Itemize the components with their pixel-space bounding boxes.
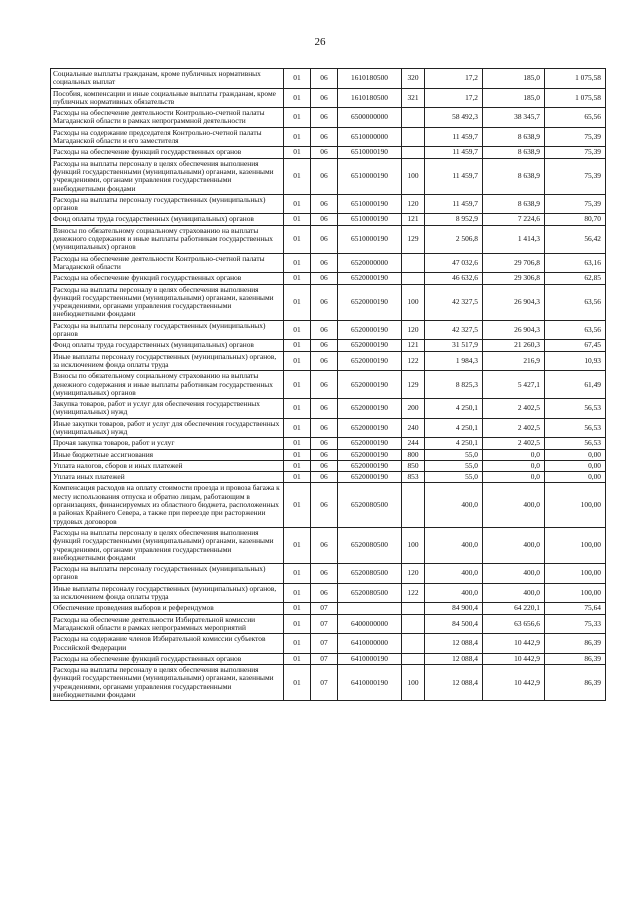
expense-type-code: 100 [402, 527, 425, 563]
executed-amount: 8 638,9 [483, 147, 545, 158]
table-row [51, 460, 606, 471]
target-article-code: 6520000190 [338, 284, 402, 320]
item-name: Прочая закупка товаров, работ и услуг [51, 438, 284, 449]
planned-amount: 400,0 [425, 583, 483, 603]
target-article-code: 6520000190 [338, 371, 402, 399]
table-row [51, 583, 606, 603]
section-code: 01 [284, 214, 311, 225]
planned-amount: 2 506,8 [425, 225, 483, 253]
planned-amount: 4 250,1 [425, 438, 483, 449]
subsection-code: 06 [311, 460, 338, 471]
target-article-code: 6520000190 [338, 399, 402, 419]
executed-amount: 10 442,9 [483, 665, 545, 701]
execution-percent: 75,39 [545, 147, 606, 158]
table-row [51, 653, 606, 664]
table-row [51, 147, 606, 158]
executed-amount: 0,0 [483, 472, 545, 483]
subsection-code: 06 [311, 225, 338, 253]
target-article-code: 6520000190 [338, 273, 402, 284]
executed-amount: 26 904,3 [483, 284, 545, 320]
table-row [51, 69, 606, 89]
execution-percent: 67,45 [545, 340, 606, 351]
executed-amount: 400,0 [483, 564, 545, 584]
item-name: Расходы на выплаты персоналу государственных (муниципальных) органов [51, 564, 284, 584]
item-name: Расходы на обеспечение деятельности Контрольно-счетной палаты Магаданской области в рамках непрограммной деятельности [51, 108, 284, 128]
planned-amount: 11 459,7 [425, 127, 483, 147]
target-article-code: 1610180500 [338, 88, 402, 108]
executed-amount: 216,9 [483, 351, 545, 371]
execution-percent: 10,93 [545, 351, 606, 371]
target-article-code: 6520080500 [338, 527, 402, 563]
executed-amount: 2 402,5 [483, 399, 545, 419]
item-name: Взносы по обязательному социальному страхованию на выплаты денежного содержания и иные выплаты работникам государственных (муниципальных) органов [51, 225, 284, 253]
section-code: 01 [284, 653, 311, 664]
execution-percent: 1 075,58 [545, 88, 606, 108]
subsection-code: 06 [311, 399, 338, 419]
execution-percent: 0,00 [545, 449, 606, 460]
subsection-code: 06 [311, 273, 338, 284]
subsection-code: 06 [311, 418, 338, 438]
item-name: Уплата налогов, сборов и иных платежей [51, 460, 284, 471]
target-article-code: 6510000190 [338, 225, 402, 253]
executed-amount: 5 427,1 [483, 371, 545, 399]
planned-amount: 55,0 [425, 472, 483, 483]
table-row [51, 284, 606, 320]
expense-type-code: 850 [402, 460, 425, 471]
item-name: Уплата иных платежей [51, 472, 284, 483]
executed-amount: 400,0 [483, 483, 545, 527]
executed-amount: 1 414,3 [483, 225, 545, 253]
expense-type-code [402, 127, 425, 147]
expense-type-code [402, 653, 425, 664]
subsection-code: 06 [311, 108, 338, 128]
table-row [51, 438, 606, 449]
planned-amount: 11 459,7 [425, 147, 483, 158]
target-article-code: 6510000190 [338, 194, 402, 214]
subsection-code: 06 [311, 472, 338, 483]
section-code: 01 [284, 127, 311, 147]
execution-percent: 56,42 [545, 225, 606, 253]
item-name: Расходы на выплаты персоналу в целях обеспечения выполнения функций государственными (муниципальными) органами, казенными учреждениями, органами управления государственными внебюджетными фондами [51, 284, 284, 320]
execution-percent: 86,39 [545, 665, 606, 701]
section-code: 01 [284, 253, 311, 273]
execution-percent: 62,85 [545, 273, 606, 284]
target-article-code: 6520000190 [338, 438, 402, 449]
planned-amount: 12 088,4 [425, 634, 483, 654]
table-row [51, 483, 606, 527]
budget-table [50, 68, 606, 701]
execution-percent: 100,00 [545, 527, 606, 563]
subsection-code: 06 [311, 88, 338, 108]
executed-amount: 400,0 [483, 583, 545, 603]
item-name: Иные выплаты персоналу государственных (муниципальных) органов, за исключением фонда оплаты труда [51, 351, 284, 371]
executed-amount: 400,0 [483, 527, 545, 563]
expense-type-code: 200 [402, 399, 425, 419]
target-article-code: 6410000000 [338, 634, 402, 654]
subsection-code: 06 [311, 351, 338, 371]
section-code: 01 [284, 194, 311, 214]
target-article-code: 6520000190 [338, 418, 402, 438]
item-name: Расходы на обеспечение деятельности Контрольно-счетной палаты Магаданской области [51, 253, 284, 273]
expense-type-code: 244 [402, 438, 425, 449]
subsection-code: 07 [311, 614, 338, 634]
executed-amount: 64 220,1 [483, 603, 545, 614]
target-article-code: 6520000190 [338, 472, 402, 483]
table-row [51, 614, 606, 634]
subsection-code: 06 [311, 253, 338, 273]
item-name: Расходы на содержание председателя Контрольно-счетной палаты Магаданской области и его заместителя [51, 127, 284, 147]
item-name: Фонд оплаты труда государственных (муниципальных) органов [51, 340, 284, 351]
execution-percent: 75,33 [545, 614, 606, 634]
target-article-code: 1610180500 [338, 69, 402, 89]
planned-amount: 4 250,1 [425, 418, 483, 438]
executed-amount: 0,0 [483, 449, 545, 460]
section-code: 01 [284, 273, 311, 284]
subsection-code: 06 [311, 527, 338, 563]
planned-amount: 1 984,3 [425, 351, 483, 371]
section-code: 01 [284, 69, 311, 89]
execution-percent: 100,00 [545, 583, 606, 603]
target-article-code: 6520080500 [338, 483, 402, 527]
execution-percent: 63,16 [545, 253, 606, 273]
budget-table-body [51, 69, 606, 701]
table-row [51, 399, 606, 419]
item-name: Расходы на обеспечение функций государственных органов [51, 147, 284, 158]
target-article-code: 6510000190 [338, 147, 402, 158]
item-name: Расходы на выплаты персоналу в целях обеспечения выполнения функций государственными (муниципальными) органами, казенными учреждениями, органами управления государственными внебюджетными фондами [51, 158, 284, 194]
planned-amount: 17,2 [425, 69, 483, 89]
planned-amount: 400,0 [425, 564, 483, 584]
target-article-code: 6510000190 [338, 158, 402, 194]
expense-type-code: 100 [402, 158, 425, 194]
planned-amount: 8 825,3 [425, 371, 483, 399]
section-code: 01 [284, 399, 311, 419]
planned-amount: 400,0 [425, 483, 483, 527]
expense-type-code: 129 [402, 225, 425, 253]
expense-type-code: 121 [402, 340, 425, 351]
execution-percent: 75,64 [545, 603, 606, 614]
table-row [51, 127, 606, 147]
item-name: Социальные выплаты гражданам, кроме публичных нормативных социальных выплат [51, 69, 284, 89]
planned-amount: 17,2 [425, 88, 483, 108]
planned-amount: 12 088,4 [425, 653, 483, 664]
section-code: 01 [284, 320, 311, 340]
subsection-code: 06 [311, 158, 338, 194]
target-article-code: 6510000190 [338, 214, 402, 225]
expense-type-code: 853 [402, 472, 425, 483]
expense-type-code: 122 [402, 583, 425, 603]
executed-amount: 21 260,3 [483, 340, 545, 351]
executed-amount: 26 904,3 [483, 320, 545, 340]
page-number: 26 [314, 36, 326, 48]
section-code: 01 [284, 108, 311, 128]
subsection-code: 06 [311, 449, 338, 460]
subsection-code: 07 [311, 665, 338, 701]
table-row [51, 108, 606, 128]
subsection-code: 06 [311, 438, 338, 449]
executed-amount: 185,0 [483, 69, 545, 89]
expense-type-code [402, 273, 425, 284]
table-row [51, 273, 606, 284]
planned-amount: 8 952,9 [425, 214, 483, 225]
target-article-code: 6400000000 [338, 614, 402, 634]
section-code: 01 [284, 665, 311, 701]
execution-percent: 75,39 [545, 194, 606, 214]
section-code: 01 [284, 583, 311, 603]
section-code: 01 [284, 564, 311, 584]
execution-percent: 100,00 [545, 483, 606, 527]
target-article-code: 6520080500 [338, 564, 402, 584]
section-code: 01 [284, 418, 311, 438]
target-article-code: 6520000190 [338, 351, 402, 371]
item-name: Пособия, компенсации и иные социальные выплаты гражданам, кроме публичных нормативных обязательств [51, 88, 284, 108]
section-code: 01 [284, 449, 311, 460]
target-article-code: 6520000190 [338, 320, 402, 340]
expense-type-code: 122 [402, 351, 425, 371]
table-row [51, 214, 606, 225]
item-name: Компенсация расходов на оплату стоимости проезда и провоза багажа к месту использования отпуска и обратно лицам, работающим в организациях, финансируемых из областного бюджета, расположенных в районах Крайнего Севера, а также при переезде при расторжении трудовых договоров [51, 483, 284, 527]
subsection-code: 06 [311, 69, 338, 89]
item-name: Фонд оплаты труда государственных (муниципальных) органов [51, 214, 284, 225]
execution-percent: 100,00 [545, 564, 606, 584]
subsection-code: 06 [311, 320, 338, 340]
item-name: Расходы на содержание членов Избирательной комиссии субъектов Российской Федерации [51, 634, 284, 654]
execution-percent: 86,39 [545, 653, 606, 664]
execution-percent: 75,39 [545, 127, 606, 147]
table-row [51, 527, 606, 563]
section-code: 01 [284, 483, 311, 527]
expense-type-code [402, 253, 425, 273]
executed-amount: 185,0 [483, 88, 545, 108]
executed-amount: 8 638,9 [483, 158, 545, 194]
expense-type-code: 120 [402, 564, 425, 584]
table-row [51, 564, 606, 584]
table-row [51, 253, 606, 273]
table-row [51, 603, 606, 614]
table-row [51, 665, 606, 701]
planned-amount: 47 032,6 [425, 253, 483, 273]
section-code: 01 [284, 284, 311, 320]
executed-amount: 8 638,9 [483, 127, 545, 147]
section-code: 01 [284, 527, 311, 563]
subsection-code: 07 [311, 653, 338, 664]
planned-amount: 84 500,4 [425, 614, 483, 634]
execution-percent: 56,53 [545, 399, 606, 419]
table-row [51, 88, 606, 108]
item-name: Иные выплаты персоналу государственных (муниципальных) органов, за исключением фонда оплаты труда [51, 583, 284, 603]
executed-amount: 29 306,8 [483, 273, 545, 284]
table-row [51, 194, 606, 214]
execution-percent: 65,56 [545, 108, 606, 128]
target-article-code: 6520080500 [338, 583, 402, 603]
planned-amount: 31 517,9 [425, 340, 483, 351]
target-article-code: 6520000000 [338, 253, 402, 273]
table-row [51, 472, 606, 483]
section-code: 01 [284, 634, 311, 654]
section-code: 01 [284, 460, 311, 471]
target-article-code: 6520000190 [338, 340, 402, 351]
table-row [51, 351, 606, 371]
execution-percent: 80,70 [545, 214, 606, 225]
table-row [51, 225, 606, 253]
execution-percent: 86,39 [545, 634, 606, 654]
planned-amount: 55,0 [425, 460, 483, 471]
expense-type-code [402, 634, 425, 654]
execution-percent: 0,00 [545, 460, 606, 471]
planned-amount: 4 250,1 [425, 399, 483, 419]
subsection-code: 06 [311, 214, 338, 225]
expense-type-code: 100 [402, 284, 425, 320]
planned-amount: 11 459,7 [425, 158, 483, 194]
item-name: Расходы на выплаты персоналу в целях обеспечения выполнения функций государственными (муниципальными) органами, казенными учреждениями, органами управления государственными внебюджетными фондами [51, 527, 284, 563]
executed-amount: 63 656,6 [483, 614, 545, 634]
table-row [51, 158, 606, 194]
item-name: Расходы на обеспечение функций государственных органов [51, 653, 284, 664]
executed-amount: 2 402,5 [483, 418, 545, 438]
expense-type-code: 240 [402, 418, 425, 438]
planned-amount: 42 327,5 [425, 320, 483, 340]
execution-percent: 63,56 [545, 320, 606, 340]
section-code: 01 [284, 158, 311, 194]
item-name: Иные закупки товаров, работ и услуг для обеспечения государственных (муниципальных) нужд [51, 418, 284, 438]
target-article-code: 6520000190 [338, 449, 402, 460]
target-article-code: 6510000000 [338, 127, 402, 147]
expense-type-code [402, 147, 425, 158]
section-code: 01 [284, 340, 311, 351]
expense-type-code [402, 614, 425, 634]
execution-percent: 0,00 [545, 472, 606, 483]
item-name: Закупка товаров, работ и услуг для обеспечения государственных (муниципальных) нужд [51, 399, 284, 419]
executed-amount: 7 224,6 [483, 214, 545, 225]
item-name: Расходы на выплаты персоналу в целях обеспечения выполнения функций государственными (муниципальными) органами, казенными учреждениями, органами управления государственными внебюджетными фондами [51, 665, 284, 701]
expense-type-code: 800 [402, 449, 425, 460]
target-article-code: 6410000190 [338, 665, 402, 701]
item-name: Расходы на выплаты персоналу государственных (муниципальных) органов [51, 320, 284, 340]
section-code: 01 [284, 472, 311, 483]
table-row [51, 634, 606, 654]
expense-type-code: 321 [402, 88, 425, 108]
expense-type-code: 121 [402, 214, 425, 225]
expense-type-code [402, 603, 425, 614]
planned-amount: 400,0 [425, 527, 483, 563]
section-code: 01 [284, 225, 311, 253]
subsection-code: 06 [311, 147, 338, 158]
target-article-code: 6500000000 [338, 108, 402, 128]
expense-type-code: 320 [402, 69, 425, 89]
execution-percent: 75,39 [545, 158, 606, 194]
executed-amount: 8 638,9 [483, 194, 545, 214]
expense-type-code: 120 [402, 320, 425, 340]
executed-amount: 0,0 [483, 460, 545, 471]
item-name: Расходы на обеспечение деятельности Избирательной комиссии Магаданской области в рамках непрограммных мероприятий [51, 614, 284, 634]
section-code: 01 [284, 438, 311, 449]
section-code: 01 [284, 614, 311, 634]
execution-percent: 56,53 [545, 438, 606, 449]
table-row [51, 320, 606, 340]
expense-type-code [402, 108, 425, 128]
planned-amount: 42 327,5 [425, 284, 483, 320]
execution-percent: 61,49 [545, 371, 606, 399]
subsection-code: 06 [311, 583, 338, 603]
subsection-code: 06 [311, 340, 338, 351]
expense-type-code: 120 [402, 194, 425, 214]
subsection-code: 06 [311, 483, 338, 527]
subsection-code: 06 [311, 371, 338, 399]
planned-amount: 84 900,4 [425, 603, 483, 614]
subsection-code: 06 [311, 194, 338, 214]
item-name: Расходы на выплаты персоналу государственных (муниципальных) органов [51, 194, 284, 214]
table-row [51, 371, 606, 399]
section-code: 01 [284, 88, 311, 108]
section-code: 01 [284, 371, 311, 399]
execution-percent: 63,56 [545, 284, 606, 320]
executed-amount: 10 442,9 [483, 634, 545, 654]
table-row [51, 418, 606, 438]
target-article-code [338, 603, 402, 614]
subsection-code: 06 [311, 127, 338, 147]
item-name: Взносы по обязательному социальному страхованию на выплаты денежного содержания и иные выплаты работникам государственных (муниципальных) органов [51, 371, 284, 399]
subsection-code: 07 [311, 603, 338, 614]
target-article-code: 6410000190 [338, 653, 402, 664]
subsection-code: 06 [311, 284, 338, 320]
expense-type-code [402, 483, 425, 527]
planned-amount: 58 492,3 [425, 108, 483, 128]
planned-amount: 12 088,4 [425, 665, 483, 701]
item-name: Иные бюджетные ассигнования [51, 449, 284, 460]
execution-percent: 56,53 [545, 418, 606, 438]
executed-amount: 10 442,9 [483, 653, 545, 664]
executed-amount: 2 402,5 [483, 438, 545, 449]
executed-amount: 29 706,8 [483, 253, 545, 273]
item-name: Обеспечение проведения выборов и референдумов [51, 603, 284, 614]
expense-type-code: 129 [402, 371, 425, 399]
section-code: 01 [284, 603, 311, 614]
section-code: 01 [284, 147, 311, 158]
subsection-code: 06 [311, 564, 338, 584]
executed-amount: 38 345,7 [483, 108, 545, 128]
section-code: 01 [284, 351, 311, 371]
target-article-code: 6520000190 [338, 460, 402, 471]
execution-percent: 1 075,58 [545, 69, 606, 89]
planned-amount: 11 459,7 [425, 194, 483, 214]
planned-amount: 55,0 [425, 449, 483, 460]
table-row [51, 449, 606, 460]
planned-amount: 46 632,6 [425, 273, 483, 284]
subsection-code: 07 [311, 634, 338, 654]
table-row [51, 340, 606, 351]
item-name: Расходы на обеспечение функций государственных органов [51, 273, 284, 284]
expense-type-code: 100 [402, 665, 425, 701]
